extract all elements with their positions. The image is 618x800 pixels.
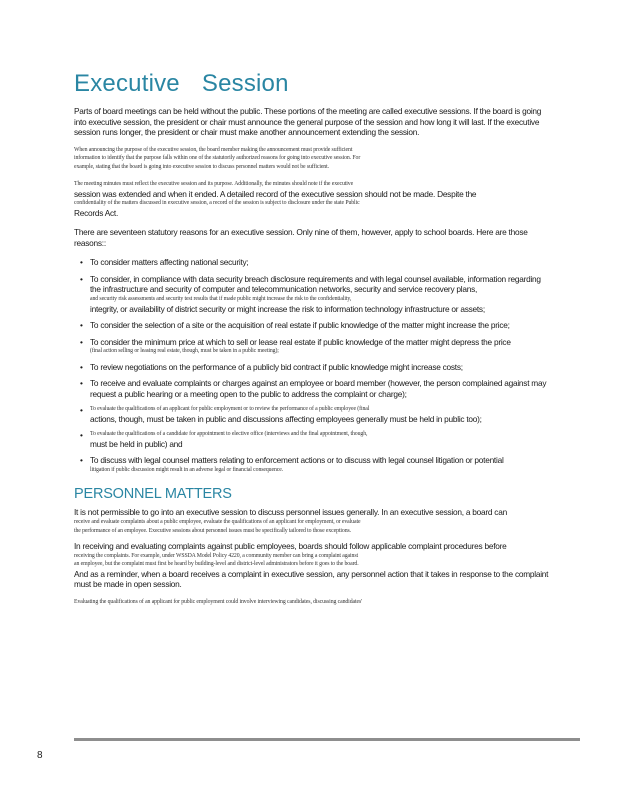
main-content [74, 106, 552, 606]
list-item [74, 337, 552, 356]
list-item-small-text: and security risk assessments and security test results that if made public might increase the risk to the confidentiality, [90, 295, 352, 302]
list-item [74, 378, 552, 399]
list-item-text: To review negotiations on the performance of a publicly bid contract if public knowledge might increase costs; [90, 361, 463, 372]
bullet-icon: • [80, 320, 83, 331]
bullet-icon: • [80, 455, 83, 466]
list-item-small-text: litigation if public discussion might result in an adverse legal or financial consequence. [90, 466, 284, 473]
announce-note [74, 146, 552, 172]
bullet-icon: • [80, 430, 83, 441]
section-heading: PERSONNEL MATTERS [74, 486, 232, 503]
list-item-text: To consider matters affecting national security; [90, 257, 249, 268]
list-item [74, 320, 552, 331]
title-word-2: Session [201, 70, 289, 97]
list-item [74, 405, 552, 424]
bullet-icon: • [80, 336, 83, 347]
list-item [74, 362, 552, 373]
page-number: 8 [37, 750, 43, 761]
personnel-paragraph-1 [74, 507, 552, 535]
list-item-text: integrity, or availability of district security or might increase the risk to information technology infrastructure or assets; [90, 303, 485, 314]
list-item-text: actions, though, must be taken in public and discussions affecting employees generally must be held in public too); [90, 413, 482, 424]
title-word-1: Executive [74, 70, 180, 97]
list-item [74, 455, 552, 474]
list-item [74, 274, 552, 314]
minutes-paragraph [74, 180, 552, 218]
list-item-text: To consider the minimum price at which to sell or lease real estate if public knowledge of the matter might depress the price [90, 336, 511, 347]
paragraph-body-line: It is not permissible to go into an executive session to discuss personnel issues generally. In an executive session, a board can [74, 507, 507, 518]
list-item-text: must be held in public) and [90, 438, 183, 449]
footer-rule [74, 738, 580, 741]
personnel-paragraph-3: And as a reminder, when a board receives a complaint in executive session, any personnel action that it takes in response to the complaint must be made in open session. [74, 568, 549, 590]
page-title [74, 70, 289, 98]
paragraph-small-line: an employee, but the complaint must first be heard by building-level and district-level administrators before it goes to the board. [74, 561, 359, 568]
minutes-small-line: confidentiality of the matters discussed in executive session, a record of the session is subject to disclosure under the state Public [74, 200, 360, 207]
paragraph-small-line: receive and evaluate complaints about a public employee, evaluate the qualifications of an applicant for employment, or evaluate [74, 518, 361, 525]
list-item-text: To consider, in compliance with data security breach disclosure requirements and with legal counsel available, information regarding the infrastructure and security of computer and telecommunication networks, security and service recovery plans, [90, 273, 541, 295]
announce-note-line: information to identify that the purpose falls within one of the statutorily authorized reasons for going into executive session. For [74, 155, 361, 162]
bullet-icon: • [80, 257, 83, 268]
list-item-text: To receive and evaluate complaints or charges against an employee or board member (however, the person complained against may request a public hearing or a meeting open to the public to address the complaint or charge); [90, 378, 547, 399]
announce-note-line: When announcing the purpose of the executive session, the board member making the announcement must provide sufficient [74, 146, 353, 153]
minutes-small-line: The meeting minutes must reflect the executive session and its purpose. Additionally, the minutes should note if the executive [74, 181, 354, 188]
personnel-paragraph-2 [74, 541, 552, 569]
minutes-body-line: Records Act. [74, 207, 119, 218]
bullet-icon: • [80, 405, 83, 416]
list-item-small-text: (final action selling or leasing real estate, though, must be taken in a public meeting); [90, 348, 279, 355]
reasons-intro: There are seventeen statutory reasons for an executive session. Only nine of them, however, apply to school boards. Here are those reasons:: [74, 227, 528, 248]
list-item [74, 257, 552, 268]
bullet-icon: • [80, 361, 83, 372]
minutes-body-line: session was extended and when it ended. A detailed record of the executive session should not be made. Despite the [74, 188, 477, 199]
reasons-list [74, 257, 552, 474]
paragraph-small-line: the performance of an employee. Executive sessions about personnel issues must be specifically tailored to those exceptions. [74, 527, 352, 534]
list-item-small-text: To evaluate the qualifications of a candidate for appointment to elective office (interviews and the final appointment, though, [90, 431, 368, 438]
paragraph-small-line: receiving the complaints. For example, under WSSDA Model Policy 4220, a community member can bring a complaint against [74, 552, 358, 559]
bullet-icon: • [80, 378, 83, 389]
list-item-text: To discuss with legal counsel matters relating to enforcement actions or to discuss with legal counsel litigation or potential [90, 455, 504, 466]
personnel-paragraph-4: Evaluating the qualifications of an applicant for public employment could involve interviewing candidates, discussing candidates' [74, 598, 363, 605]
list-item-text: To consider the selection of a site or the acquisition of real estate if public knowledge of the matter might increase the price; [90, 320, 510, 331]
list-item-small-text: To evaluate the qualifications of an applicant for public employment or to review the performance of a public employee (final [90, 406, 370, 413]
bullet-icon: • [80, 273, 83, 284]
paragraph-body-line: In receiving and evaluating complaints against public employees, boards should follow applicable complaint procedures before [74, 541, 507, 552]
intro-paragraph: Parts of board meetings can be held without the public. These portions of the meeting are called executive sessions. If the board is going into executive session, the president or chair must announce the general purpose of the session and how long it will last. If the executive session runs longer, the president or chair must make another announcement extending the session. [74, 106, 542, 137]
announce-note-line: example, stating that the board is going into executive session to discuss personnel matters would not be sufficient. [74, 163, 329, 170]
list-item [74, 430, 552, 449]
